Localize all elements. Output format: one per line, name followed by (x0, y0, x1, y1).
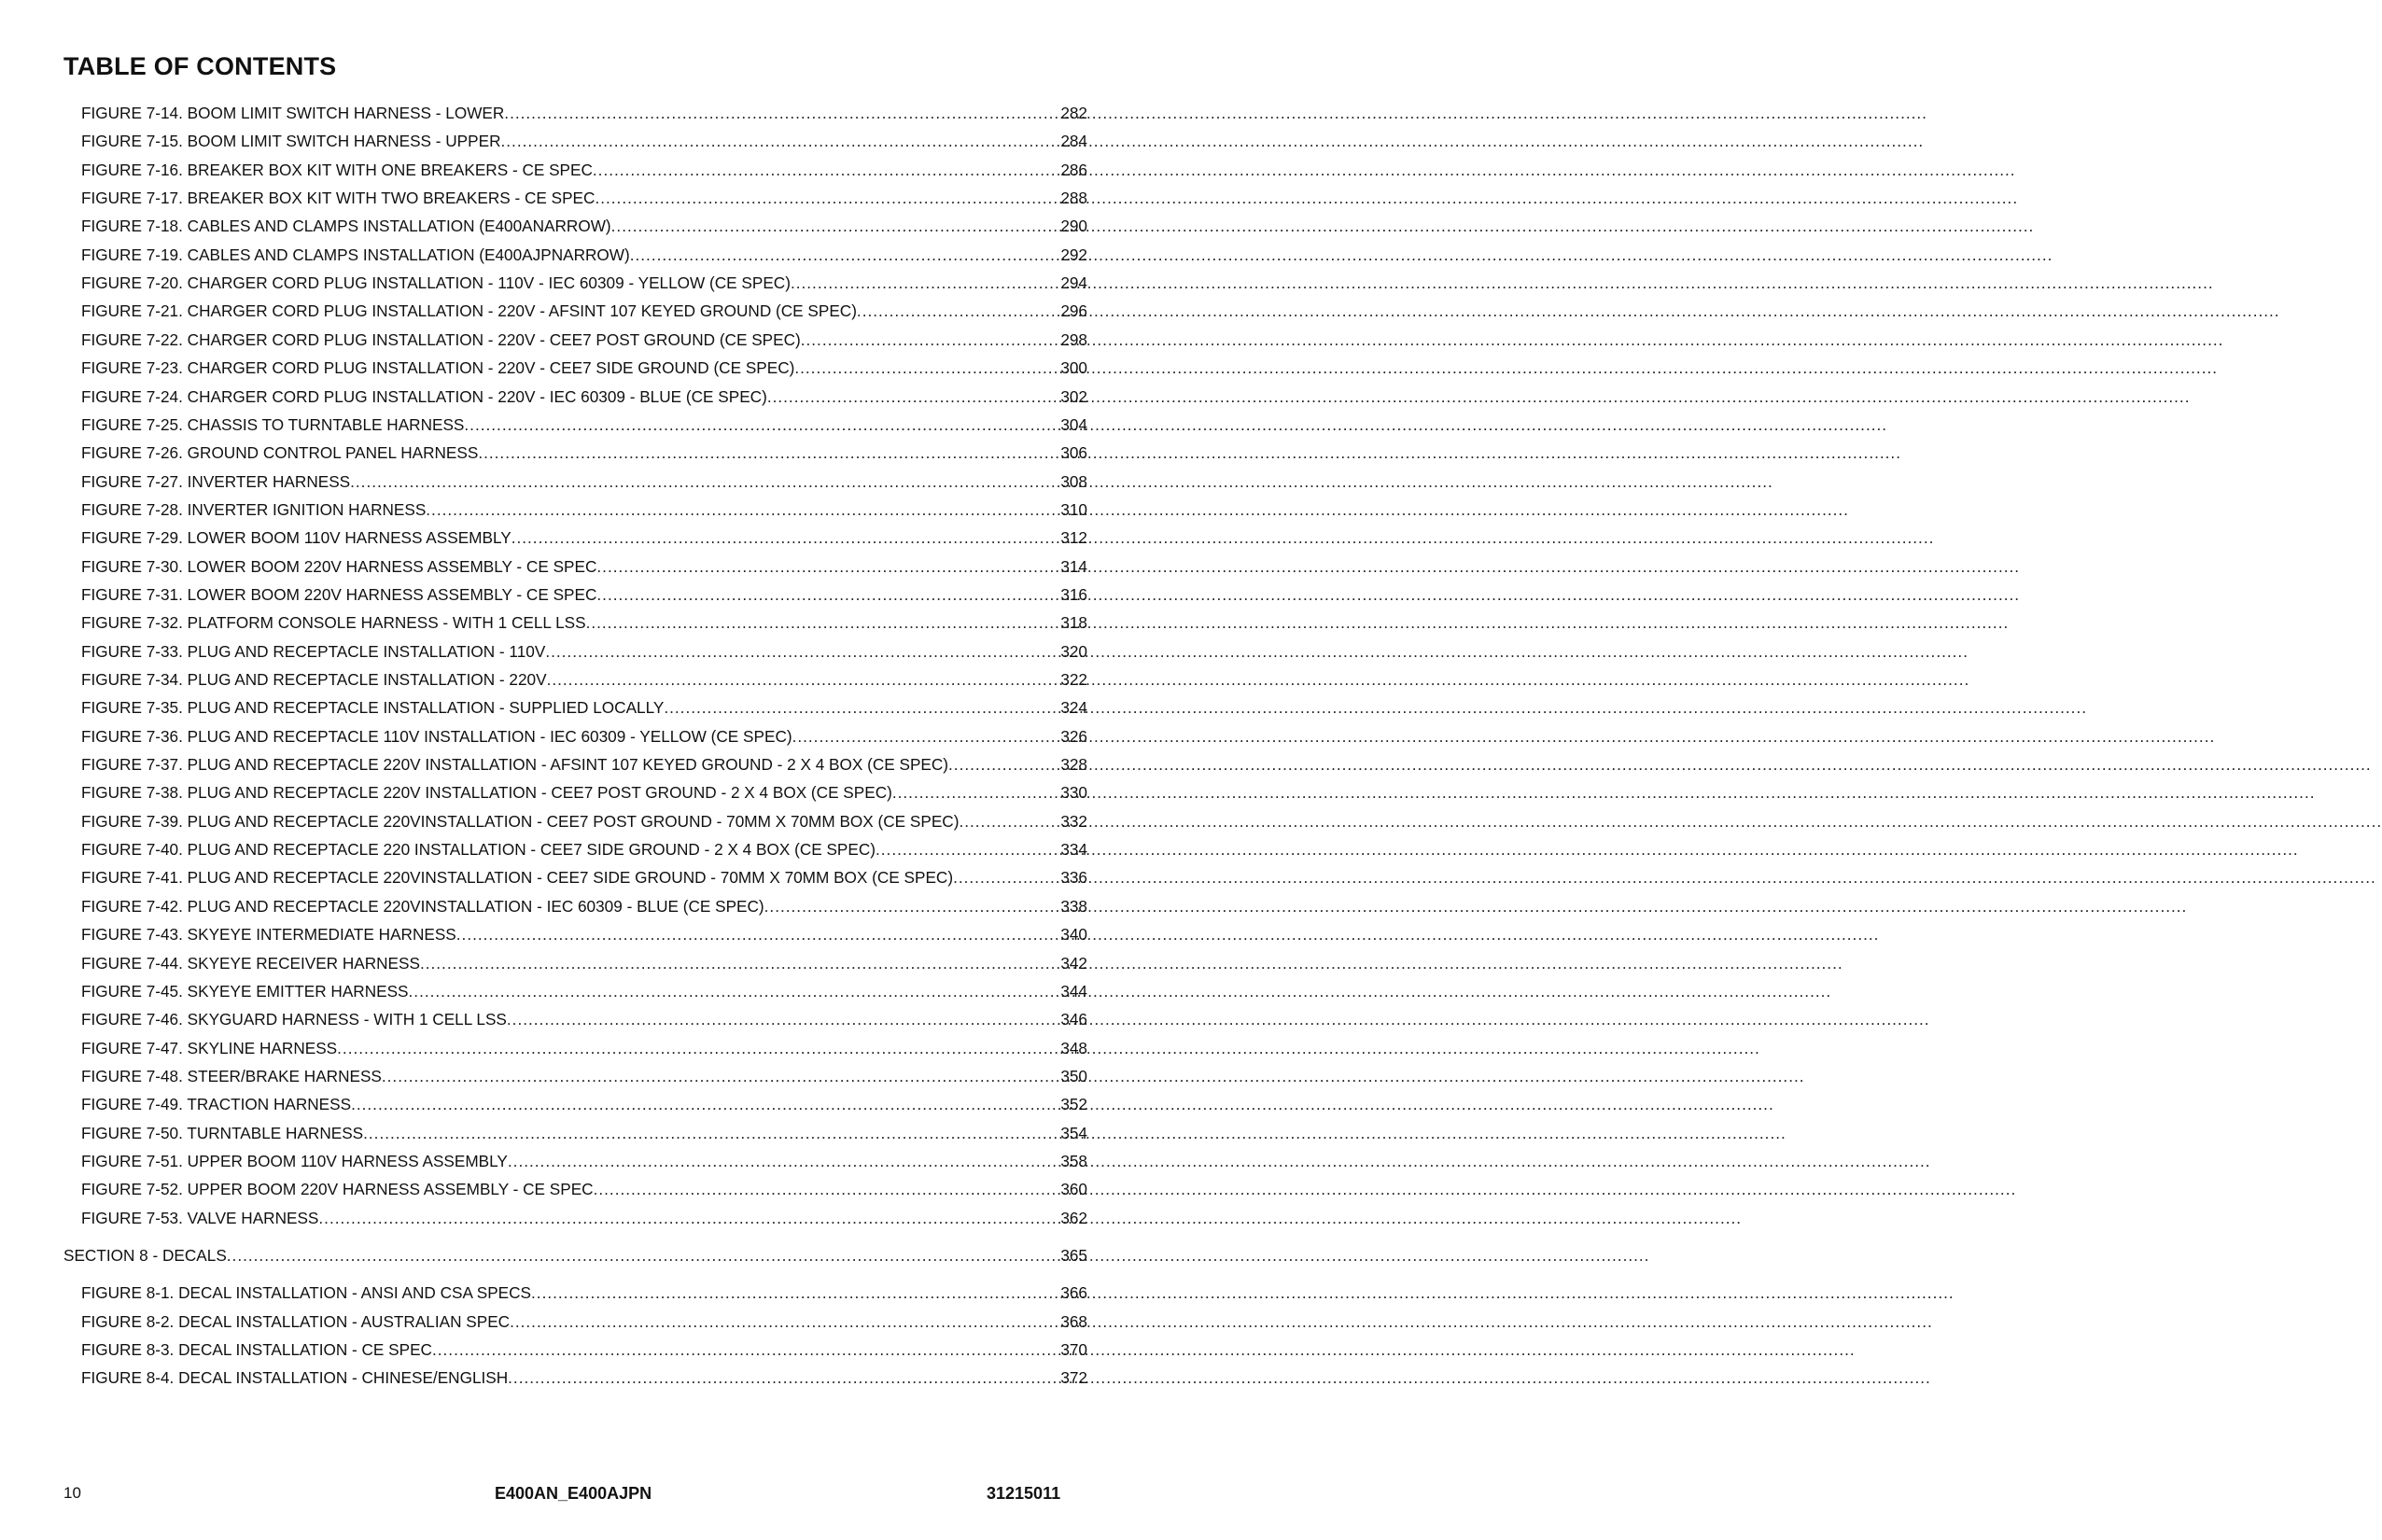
toc-figure-entry[interactable] (81, 810, 1087, 833)
toc-dot-leader (767, 385, 1060, 408)
toc-figure-entry[interactable] (81, 215, 1087, 237)
toc-entry-page-number: 360 (1060, 1180, 1087, 1199)
toc-figure-entry[interactable] (81, 300, 1087, 322)
toc-entry-title: FIGURE 7-29. LOWER BOOM 110V HARNESS ASSEMBLY (81, 528, 511, 548)
toc-dot-leader (596, 583, 1059, 606)
footer-page-number: 10 (63, 1484, 81, 1502)
toc-entry-title: FIGURE 7-31. LOWER BOOM 220V HARNESS ASSEMBLY - CE SPEC (81, 584, 597, 604)
toc-dot-leader (409, 980, 1060, 1002)
toc-entry-page-number: 314 (1060, 556, 1087, 576)
toc-figure-entry[interactable] (81, 866, 1087, 889)
toc-entry-title: FIGURE 7-42. PLUG AND RECEPTACLE 220VINSTALLATION - IEC 60309 - BLUE (CE SPEC) (81, 896, 764, 916)
toc-entry-title: FIGURE 7-35. PLUG AND RECEPTACLE INSTALLATION - SUPPLIED LOCALLY (81, 698, 665, 718)
toc-entry-page-number: 302 (1060, 386, 1087, 406)
toc-entry-title: FIGURE 7-40. PLUG AND RECEPTACLE 220 INSTALLATION - CEE7 SIDE GROUND - 2 X 4 BOX (CE SPEC) (81, 840, 876, 860)
toc-dot-leader (953, 866, 1059, 889)
footer-model-name: E400AN_E400AJPN (495, 1484, 652, 1503)
toc-figure-entry[interactable] (81, 244, 1087, 266)
toc-dot-leader (596, 555, 1059, 578)
toc-dot-leader (382, 1065, 1059, 1087)
toc-figure-entry[interactable] (81, 385, 1087, 408)
toc-entry-title: FIGURE 7-27. INVERTER HARNESS (81, 471, 351, 491)
toc-entry-title: FIGURE 7-50. TURNTABLE HARNESS (81, 1123, 364, 1142)
toc-dot-leader (531, 1281, 1059, 1304)
toc-dot-leader (595, 187, 1059, 209)
toc-dot-leader (630, 244, 1060, 266)
toc-entry-title: FIGURE 7-51. UPPER BOOM 110V HARNESS ASSEMBLY (81, 1151, 508, 1170)
toc-entry-page-number: 348 (1060, 1038, 1087, 1057)
page-footer (0, 1484, 1190, 1506)
toc-dot-leader (420, 952, 1059, 974)
toc-figure-entry[interactable] (81, 781, 1087, 804)
toc-dot-leader (432, 1338, 1059, 1361)
toc-entry-page-number: 338 (1060, 896, 1087, 916)
toc-entry-title: FIGURE 7-52. UPPER BOOM 220V HARNESS ASSEMBLY - CE SPEC (81, 1180, 594, 1199)
toc-entry-title: FIGURE 7-18. CABLES AND CLAMPS INSTALLATION (E400ANARROW) (81, 217, 611, 236)
toc-dot-leader (508, 1366, 1059, 1389)
toc-dot-leader (593, 159, 1059, 181)
toc-entry-page-number: 290 (1060, 217, 1087, 236)
toc-entry-title: FIGURE 7-20. CHARGER CORD PLUG INSTALLATION - 110V - IEC 60309 - YELLOW (CE SPEC) (81, 273, 791, 293)
toc-dot-leader (337, 1037, 1059, 1059)
toc-figure-entry[interactable] (81, 159, 1087, 181)
toc-dot-leader (948, 753, 1059, 776)
toc-section-entry[interactable] (63, 1244, 1087, 1267)
toc-figure-entry[interactable] (81, 441, 1087, 464)
toc-figure-entry[interactable] (81, 526, 1087, 549)
toc-dot-leader (794, 357, 1059, 379)
toc-entry-page-number: 342 (1060, 953, 1087, 973)
toc-figure-entry[interactable] (81, 498, 1087, 521)
toc-entry-page-number: 350 (1060, 1066, 1087, 1085)
toc-figure-entry[interactable] (81, 1310, 1087, 1333)
toc-figure-entry[interactable] (81, 923, 1087, 945)
toc-entry-title: FIGURE 7-44. SKYEYE RECEIVER HARNESS (81, 953, 420, 973)
toc-figure-entry[interactable] (81, 1065, 1087, 1087)
toc-entry-page-number: 326 (1060, 726, 1087, 746)
toc-entry-page-number: 358 (1060, 1151, 1087, 1170)
toc-dot-leader (547, 668, 1060, 691)
toc-entry-title: FIGURE 7-15. BOOM LIMIT SWITCH HARNESS - UPPER (81, 132, 501, 151)
toc-entry-page-number: 336 (1060, 868, 1087, 888)
toc-entry-page-number: 294 (1060, 273, 1087, 293)
toc-dot-leader (511, 526, 1060, 549)
toc-figure-entry[interactable] (81, 1037, 1087, 1059)
toc-entry-page-number: 300 (1060, 358, 1087, 378)
toc-dot-leader (545, 640, 1059, 663)
toc-entry-title: FIGURE 7-46. SKYGUARD HARNESS - WITH 1 CELL LSS (81, 1010, 507, 1029)
toc-entry-title: FIGURE 7-43. SKYEYE INTERMEDIATE HARNESS (81, 925, 456, 945)
toc-entry-title: FIGURE 7-37. PLUG AND RECEPTACLE 220V INSTALLATION - AFSINT 107 KEYED GROUND - 2 X 4 BOX (CE SPEC) (81, 755, 949, 775)
toc-entry-page-number: 306 (1060, 443, 1087, 463)
toc-dot-leader (764, 895, 1060, 917)
toc-dot-leader (351, 1093, 1059, 1115)
toc-entry-page-number: 370 (1060, 1340, 1087, 1360)
toc-figure-entry[interactable] (81, 1122, 1087, 1144)
toc-entry-title: FIGURE 7-24. CHARGER CORD PLUG INSTALLATION - 220V - IEC 60309 - BLUE (CE SPEC) (81, 386, 767, 406)
toc-entry-page-number: 304 (1060, 414, 1087, 434)
toc-dot-leader (892, 781, 1059, 804)
toc-entry-page-number: 322 (1060, 670, 1087, 689)
toc-entry-page-number: 346 (1060, 1010, 1087, 1029)
toc-dot-leader (857, 300, 1059, 322)
toc-entry-page-number: 298 (1060, 329, 1087, 349)
toc-entry-page-number: 284 (1060, 132, 1087, 151)
toc-figure-entry[interactable] (81, 1150, 1087, 1172)
toc-entry-title: FIGURE 7-16. BREAKER BOX KIT WITH ONE BREAKERS - CE SPEC (81, 160, 593, 179)
toc-figure-entry[interactable] (81, 1366, 1087, 1389)
toc-entry-page-number: 340 (1060, 925, 1087, 945)
toc-entry-title: FIGURE 7-53. VALVE HARNESS (81, 1208, 319, 1227)
toc-figure-entry[interactable] (81, 357, 1087, 379)
toc-figure-entry[interactable] (81, 753, 1087, 776)
toc-figure-entry[interactable] (81, 668, 1087, 691)
toc-entry-title: FIGURE 7-23. CHARGER CORD PLUG INSTALLATION - 220V - CEE7 SIDE GROUND (CE SPEC) (81, 358, 795, 378)
toc-figure-entry[interactable] (81, 583, 1087, 606)
toc-entry-page-number: 330 (1060, 783, 1087, 803)
toc-dot-leader (792, 725, 1060, 748)
toc-dot-leader (318, 1207, 1059, 1229)
toc-entry-page-number: 354 (1060, 1123, 1087, 1142)
toc-entry-title: FIGURE 8-2. DECAL INSTALLATION - AUSTRALIAN SPEC (81, 1311, 511, 1331)
toc-entry-page-number: 316 (1060, 584, 1087, 604)
toc-figure-entry[interactable] (81, 272, 1087, 294)
toc-dot-leader (594, 1178, 1060, 1200)
toc-entry-page-number: 296 (1060, 301, 1087, 321)
toc-entry-title: FIGURE 7-41. PLUG AND RECEPTACLE 220VINSTALLATION - CEE7 SIDE GROUND - 70MM X 70MM BOX (CE SPEC) (81, 868, 954, 888)
toc-figure-entry[interactable] (81, 696, 1087, 719)
toc-entry-page-number: 292 (1060, 245, 1087, 264)
toc-figure-entry[interactable] (81, 1281, 1087, 1304)
toc-entry-title: FIGURE 7-47. SKYLINE HARNESS (81, 1038, 338, 1057)
toc-entry-page-number: 310 (1060, 499, 1087, 519)
toc-figure-entry[interactable] (81, 413, 1087, 436)
toc-dot-leader (876, 838, 1059, 861)
toc-entry-page-number: 312 (1060, 528, 1087, 548)
toc-figure-entry[interactable] (81, 1207, 1087, 1229)
toc-figure-entry[interactable] (81, 1338, 1087, 1361)
toc-entry-page-number: 324 (1060, 698, 1087, 718)
toc-figure-entry[interactable] (81, 555, 1087, 578)
toc-entry-page-number: 352 (1060, 1095, 1087, 1114)
toc-entry-page-number: 372 (1060, 1368, 1087, 1388)
toc-dot-leader (508, 1150, 1059, 1172)
toc-dot-leader (426, 498, 1059, 521)
toc-entry-title: FIGURE 8-1. DECAL INSTALLATION - ANSI AND CSA SPECS (81, 1283, 532, 1303)
toc-entry-title: FIGURE 7-36. PLUG AND RECEPTACLE 110V INSTALLATION - IEC 60309 - YELLOW (CE SPEC) (81, 726, 792, 746)
toc-entry-page-number: 365 (1060, 1246, 1087, 1265)
toc-entry-title: FIGURE 7-14. BOOM LIMIT SWITCH HARNESS - LOWER (81, 104, 505, 122)
toc-entry-page-number: 286 (1060, 160, 1087, 179)
toc-entry-title: FIGURE 7-19. CABLES AND CLAMPS INSTALLATION (E400AJPNARROW) (81, 245, 630, 264)
toc-entry-title: FIGURE 8-3. DECAL INSTALLATION - CE SPEC (81, 1340, 432, 1360)
toc-dot-leader (501, 130, 1060, 152)
toc-dot-leader (611, 215, 1060, 237)
toc-entry-title: FIGURE 7-45. SKYEYE EMITTER HARNESS (81, 981, 409, 1001)
toc-figure-entry[interactable] (81, 838, 1087, 861)
toc-entry-title: FIGURE 7-17. BREAKER BOX KIT WITH TWO BREAKERS - CE SPEC (81, 189, 596, 208)
toc-entry-title: FIGURE 7-32. PLATFORM CONSOLE HARNESS - WITH 1 CELL LSS (81, 613, 586, 633)
toc-entry-page-number: 362 (1060, 1208, 1087, 1227)
toc-entry-title: FIGURE 7-21. CHARGER CORD PLUG INSTALLATION - 220V - AFSINT 107 KEYED GROUND (CE SPEC) (81, 301, 857, 321)
toc-figure-entry[interactable] (81, 980, 1087, 1002)
toc-dot-leader (363, 1122, 1059, 1144)
toc-entry-title: FIGURE 7-26. GROUND CONTROL PANEL HARNESS (81, 443, 479, 463)
toc-figure-entry[interactable] (81, 895, 1087, 917)
footer-document-number: 31215011 (987, 1484, 1061, 1503)
toc-dot-leader (507, 1008, 1059, 1030)
toc-figure-entry[interactable] (81, 1093, 1087, 1115)
toc-entry-title: FIGURE 8-4. DECAL INSTALLATION - CHINESE/ENGLISH (81, 1368, 509, 1388)
toc-entry-title: FIGURE 7-28. INVERTER IGNITION HARNESS (81, 499, 427, 519)
toc-dot-leader (959, 810, 1059, 833)
toc-dot-leader (456, 923, 1060, 945)
toc-entry-title: FIGURE 7-34. PLUG AND RECEPTACLE INSTALLATION - 220V (81, 670, 547, 689)
toc-entry-page-number: 320 (1060, 641, 1087, 661)
toc-dot-leader (510, 1310, 1059, 1333)
toc-entry-page-number: 288 (1060, 189, 1087, 208)
toc-figure-entry[interactable] (81, 1178, 1087, 1200)
toc-dot-leader (791, 272, 1059, 294)
toc-figure-entry[interactable] (81, 611, 1087, 634)
toc-entry-page-number: 308 (1060, 471, 1087, 491)
toc-figure-entry[interactable] (81, 329, 1087, 351)
toc-dot-leader (227, 1244, 1060, 1267)
toc-entry-title: FIGURE 7-39. PLUG AND RECEPTACLE 220VINSTALLATION - CEE7 POST GROUND - 70MM X 70MM BOX (CE SPEC) (81, 811, 960, 831)
toc-entry-page-number: 318 (1060, 613, 1087, 633)
toc-entry-title: FIGURE 7-48. STEER/BRAKE HARNESS (81, 1066, 382, 1085)
toc-dot-leader (504, 102, 1059, 124)
toc-entry-title: FIGURE 7-38. PLUG AND RECEPTACLE 220V INSTALLATION - CEE7 POST GROUND - 2 X 4 BOX (CE SPEC) (81, 783, 892, 803)
toc-entry-title: FIGURE 7-49. TRACTION HARNESS (81, 1095, 352, 1114)
toc-dot-leader (478, 441, 1059, 464)
toc-figure-entry[interactable] (81, 1008, 1087, 1030)
toc-figure-entry[interactable] (81, 187, 1087, 209)
toc-figure-entry[interactable] (81, 952, 1087, 974)
toc-entry-page-number: 334 (1060, 840, 1087, 860)
toc-figure-entry[interactable] (81, 725, 1087, 748)
toc-entry-title: FIGURE 7-25. CHASSIS TO TURNTABLE HARNESS (81, 414, 465, 434)
toc-figure-entry[interactable] (81, 470, 1087, 493)
toc-dot-leader (801, 329, 1060, 351)
toc-dot-leader (664, 696, 1059, 719)
toc-entry-page-number: 366 (1060, 1283, 1087, 1303)
toc-entry-page-number: 368 (1060, 1311, 1087, 1331)
toc-figure-entry[interactable] (81, 130, 1087, 152)
toc-entry-page-number: 332 (1060, 811, 1087, 831)
toc-figure-entry[interactable] (81, 640, 1087, 663)
toc-entry-page-number: 344 (1060, 981, 1087, 1001)
toc-figure-entry[interactable] (81, 102, 1087, 124)
page-title: TABLE OF CONTENTS (63, 52, 337, 80)
toc-dot-leader (464, 413, 1059, 436)
toc-entry-title: FIGURE 7-22. CHARGER CORD PLUG INSTALLATION - 220V - CEE7 POST GROUND (CE SPEC) (81, 329, 801, 349)
toc-dot-leader (586, 611, 1060, 634)
toc-dot-leader (350, 470, 1059, 493)
toc-entry-title: FIGURE 7-30. LOWER BOOM 220V HARNESS ASSEMBLY - CE SPEC (81, 556, 597, 576)
toc-entry-title: SECTION 8 - DECALS (63, 1246, 227, 1265)
toc-entry-page-number: 328 (1060, 755, 1087, 775)
toc-entry-page-number: 282 (1060, 104, 1087, 122)
toc-entry-title: FIGURE 7-33. PLUG AND RECEPTACLE INSTALLATION - 110V (81, 641, 546, 661)
